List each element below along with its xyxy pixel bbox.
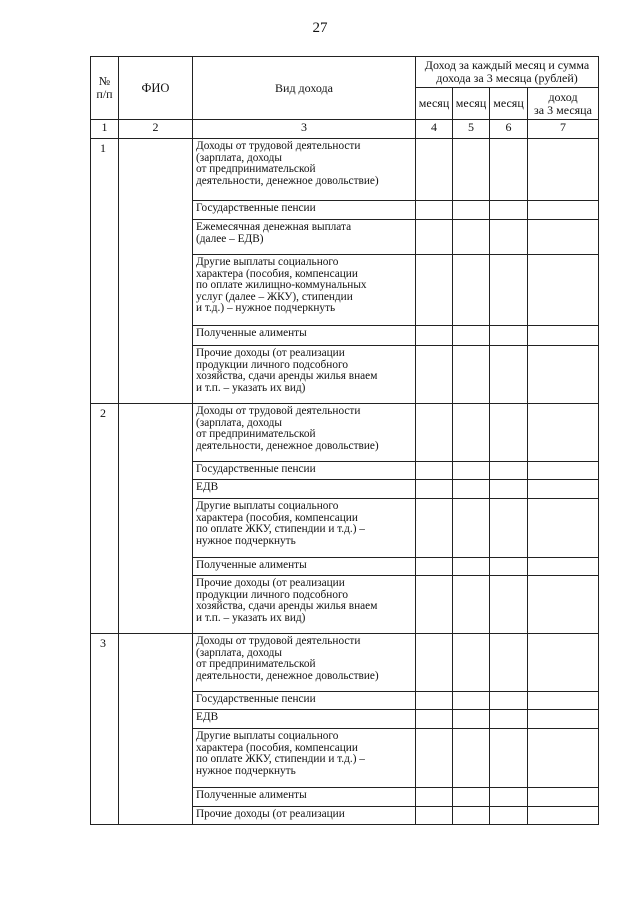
total-cell[interactable]: [528, 729, 599, 788]
month2-cell[interactable]: [453, 462, 490, 480]
month3-cell[interactable]: [490, 710, 528, 729]
income-type-cell: Прочие доходы (от реализации: [193, 807, 416, 825]
table-row: [91, 634, 599, 692]
month3-cell[interactable]: [490, 692, 528, 710]
income-type-cell: Другие выплаты социального характера (пособия, компенсации по оплате жилищно-коммунальных услуг (далее – ЖКУ), стипендии и т.д.) – нужное подчеркнуть: [193, 255, 416, 326]
total-cell[interactable]: [528, 139, 599, 201]
income-type-cell: Доходы от трудовой деятельности (зарплата, доходы от предпринимательской деятельности, денежное довольствие): [193, 404, 416, 462]
month1-cell[interactable]: [416, 788, 453, 807]
income-type-cell: Ежемесячная денежная выплата (далее – ЕДВ): [193, 220, 416, 255]
table-row: [91, 139, 599, 201]
month1-cell[interactable]: [416, 346, 453, 404]
month1-cell[interactable]: [416, 326, 453, 346]
total-cell[interactable]: [528, 710, 599, 729]
total-cell[interactable]: [528, 462, 599, 480]
income-table: [90, 56, 599, 825]
income-type-cell: ЕДВ: [193, 710, 416, 729]
month2-header: месяц: [453, 88, 490, 120]
month1-cell[interactable]: [416, 576, 453, 634]
month3-cell[interactable]: [490, 576, 528, 634]
row-number: 3: [91, 634, 119, 825]
total-cell[interactable]: [528, 576, 599, 634]
month1-cell[interactable]: [416, 255, 453, 326]
page-number: 27: [312, 20, 328, 36]
total-cell[interactable]: [528, 404, 599, 462]
total-cell[interactable]: [528, 220, 599, 255]
income-type-cell: Государственные пенсии: [193, 462, 416, 480]
month2-cell[interactable]: [453, 255, 490, 326]
total-cell[interactable]: [528, 326, 599, 346]
month1-cell[interactable]: [416, 480, 453, 499]
month1-cell[interactable]: [416, 220, 453, 255]
month1-cell[interactable]: [416, 634, 453, 692]
income-type-cell: Государственные пенсии: [193, 201, 416, 220]
income-type-cell: Государственные пенсии: [193, 692, 416, 710]
month2-cell[interactable]: [453, 499, 490, 558]
column-number: 4: [416, 120, 453, 139]
total-header: доход за 3 месяца: [528, 88, 599, 120]
total-cell[interactable]: [528, 499, 599, 558]
header-row: [91, 57, 599, 88]
total-cell[interactable]: [528, 788, 599, 807]
month3-cell[interactable]: [490, 807, 528, 825]
income-group-header: Доход за каждый месяц и сумма дохода за 3 месяца (рублей): [416, 57, 599, 88]
total-cell[interactable]: [528, 480, 599, 499]
month1-cell[interactable]: [416, 729, 453, 788]
row-number: 1: [91, 139, 119, 404]
column-number: 3: [193, 120, 416, 139]
month2-cell[interactable]: [453, 807, 490, 825]
month2-cell[interactable]: [453, 404, 490, 462]
month3-cell[interactable]: [490, 462, 528, 480]
total-cell[interactable]: [528, 807, 599, 825]
column-number: 1: [91, 120, 119, 139]
month1-cell[interactable]: [416, 404, 453, 462]
fio-header: ФИО: [119, 57, 193, 120]
month3-cell[interactable]: [490, 346, 528, 404]
num-header: № п/п: [91, 57, 119, 120]
month1-cell[interactable]: [416, 201, 453, 220]
month3-header: месяц: [490, 88, 528, 120]
month2-cell[interactable]: [453, 201, 490, 220]
column-number: 6: [490, 120, 528, 139]
income-type-cell: Полученные алименты: [193, 788, 416, 807]
month3-cell[interactable]: [490, 634, 528, 692]
income-type-cell: Прочие доходы (от реализации продукции личного подсобного хозяйства, сдачи аренды жилья внаем и т.п. – указать их вид): [193, 346, 416, 404]
month2-cell[interactable]: [453, 326, 490, 346]
month3-cell[interactable]: [490, 404, 528, 462]
month2-cell[interactable]: [453, 346, 490, 404]
month1-cell[interactable]: [416, 710, 453, 729]
income-type-cell: Другие выплаты социального характера (пособия, компенсации по оплате ЖКУ, стипендии и т.д.) – нужное подчеркнуть: [193, 499, 416, 558]
total-cell[interactable]: [528, 634, 599, 692]
fio-cell[interactable]: [119, 634, 193, 825]
column-number: 5: [453, 120, 490, 139]
month1-cell[interactable]: [416, 558, 453, 576]
month2-cell[interactable]: [453, 692, 490, 710]
total-cell[interactable]: [528, 255, 599, 326]
month2-cell[interactable]: [453, 634, 490, 692]
month1-header: месяц: [416, 88, 453, 120]
total-cell[interactable]: [528, 692, 599, 710]
month3-cell[interactable]: [490, 558, 528, 576]
total-cell[interactable]: [528, 558, 599, 576]
month2-cell[interactable]: [453, 729, 490, 788]
month3-cell[interactable]: [490, 499, 528, 558]
income-type-cell: Полученные алименты: [193, 558, 416, 576]
table-row: [91, 404, 599, 462]
month2-cell[interactable]: [453, 480, 490, 499]
month3-cell[interactable]: [490, 480, 528, 499]
month1-cell[interactable]: [416, 807, 453, 825]
income-type-cell: Доходы от трудовой деятельности (зарплата, доходы от предпринимательской деятельности, денежное довольствие): [193, 139, 416, 201]
income-type-cell: Другие выплаты социального характера (пособия, компенсации по оплате ЖКУ, стипендии и т.д.) – нужное подчеркнуть: [193, 729, 416, 788]
month2-cell[interactable]: [453, 220, 490, 255]
fio-cell[interactable]: [119, 139, 193, 404]
month3-cell[interactable]: [490, 326, 528, 346]
month2-cell[interactable]: [453, 788, 490, 807]
column-number: 7: [528, 120, 599, 139]
month1-cell[interactable]: [416, 139, 453, 201]
month1-cell[interactable]: [416, 462, 453, 480]
row-number: 2: [91, 404, 119, 634]
income-type-cell: Полученные алименты: [193, 326, 416, 346]
month1-cell[interactable]: [416, 499, 453, 558]
column-number-row: [91, 120, 599, 139]
month2-cell[interactable]: [453, 558, 490, 576]
income-type-cell: ЕДВ: [193, 480, 416, 499]
month3-cell[interactable]: [490, 220, 528, 255]
income-type-cell: Доходы от трудовой деятельности (зарплата, доходы от предпринимательской деятельности, денежное довольствие): [193, 634, 416, 692]
income-type-header: Вид дохода: [193, 57, 416, 120]
month3-cell[interactable]: [490, 729, 528, 788]
total-cell[interactable]: [528, 346, 599, 404]
month1-cell[interactable]: [416, 692, 453, 710]
month2-cell[interactable]: [453, 139, 490, 201]
total-cell[interactable]: [528, 201, 599, 220]
income-type-cell: Прочие доходы (от реализации продукции личного подсобного хозяйства, сдачи аренды жилья внаем и т.п. – указать их вид): [193, 576, 416, 634]
column-number: 2: [119, 120, 193, 139]
month2-cell[interactable]: [453, 710, 490, 729]
fio-cell[interactable]: [119, 404, 193, 634]
month3-cell[interactable]: [490, 788, 528, 807]
month2-cell[interactable]: [453, 576, 490, 634]
month3-cell[interactable]: [490, 255, 528, 326]
month3-cell[interactable]: [490, 139, 528, 201]
month3-cell[interactable]: [490, 201, 528, 220]
